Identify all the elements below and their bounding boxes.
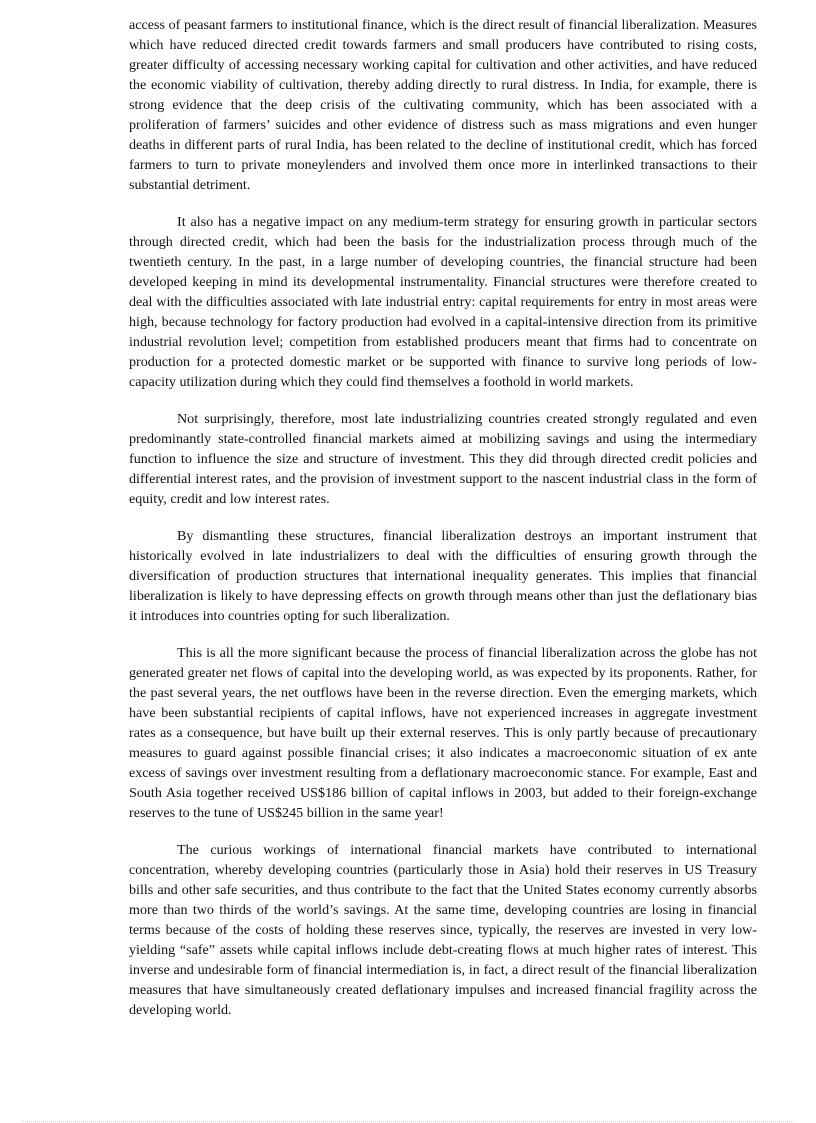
paragraph-4: By dismantling these structures, financial liberalization destroys an important instrument that historically evolved in late industrializers to deal with the difficulties of ensuring growth through the diversification of production structures that international inequality generates. This implies that financial liberalization is likely to have depressing effects on growth through means other than just the deflationary bias it introduces into countries opting for such liberalization.	[129, 528, 757, 624]
paragraph-2: It also has a negative impact on any medium-term strategy for ensuring growth in particular sectors through directed credit, which had been the basis for the industrialization process through much of the twentieth century. In the past, in a large number of developing countries, the financial structure had been developed keeping in mind its developmental instrumentality. Financial structures were therefore created to deal with the difficulties associated with late industrial entry: capital requirements for entry in most areas were high, because technology for factory production had evolved in a capital-intensive direction from its primitive industrial revolution level; competition from established producers meant that firms had to concentrate on production for a protected domestic market or be supported with finance to survive long periods of low-capacity utilization during which they could find themselves a foothold in world markets.	[129, 214, 757, 390]
paragraph-6: The curious workings of international financial markets have contributed to international concentration, whereby developing countries (particularly those in Asia) hold their reserves in US Treasury bills and other safe securities, and thus contribute to the fact that the United States economy currently absorbs more than two thirds of the world’s savings. At the same time, developing countries are losing in financial terms because of the costs of holding these reserves since, typically, the reserves are invested in very low-yielding “safe” assets while capital inflows include debt-creating flows at much higher rates of interest. This inverse and undesirable form of financial intermediation is, in fact, a direct result of the financial liberalization measures that have simultaneously created deflationary impulses and increased financial fragility across the developing world.	[129, 842, 757, 1018]
paragraph-3: Not surprisingly, therefore, most late industrializing countries created strongly regulated and even predominantly state-controlled financial markets aimed at mobilizing savings and using the intermediary function to influence the size and structure of investment. This they did through directed credit policies and differential interest rates, and the provision of investment support to the nascent industrial class in the form of equity, credit and low interest rates.	[129, 411, 757, 507]
document-body	[129, 15, 757, 1037]
paragraph-5: This is all the more significant because the process of financial liberalization across the globe has not generated greater net flows of capital into the developing world, as was expected by its proponents. Rather, for the past several years, the net outflows have been in the reverse direction. Even the emerging markets, which have been substantial recipients of capital inflows, have not experienced increases in aggregate investment rates as a consequence, but have built up their external reserves. This is only partly because of precautionary measures to guard against possible financial crises; it also indicates a macroeconomic situation of ex ante excess of savings over investment resulting from a deflationary macroeconomic stance. For example, East and South Asia together received US$186 billion of capital inflows in 2003, but added to their foreign-exchange reserves to the tune of US$245 billion in the same year!	[129, 645, 757, 821]
page-bottom-divider	[22, 1121, 794, 1122]
paragraph-1: access of peasant farmers to institutional finance, which is the direct result of financial liberalization. Measures which have reduced directed credit towards farmers and small producers have contributed to rising costs, greater difficulty of accessing necessary working capital for cultivation and other activities, and have reduced the economic viability of cultivation, thereby adding directly to rural distress. In India, for example, there is strong evidence that the deep crisis of the cultivating community, which has been associated with a proliferation of farmers’ suicides and other evidence of distress such as mass migrations and even hunger deaths in different parts of rural India, has been related to the decline of institutional credit, which has forced farmers to turn to private moneylenders and involved them once more in interlinked transactions to their substantial detriment.	[129, 17, 757, 193]
